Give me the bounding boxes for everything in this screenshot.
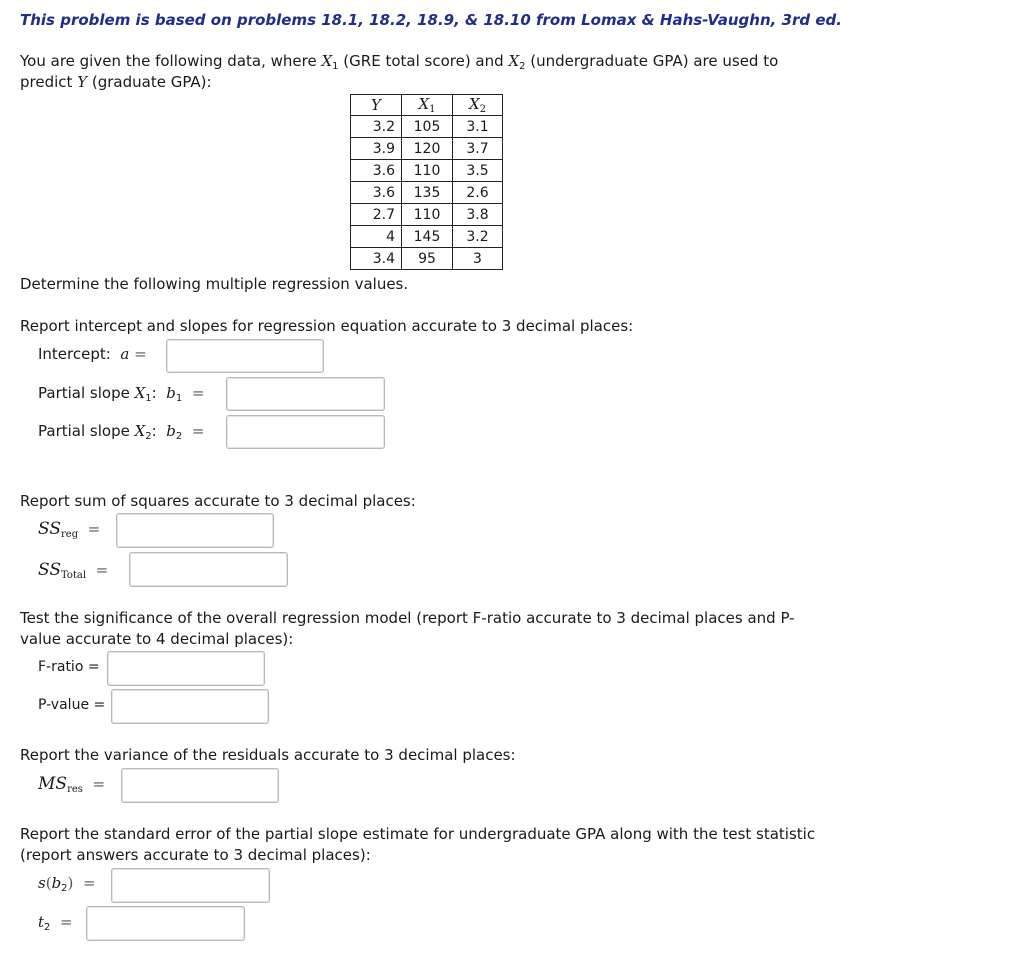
b1-input[interactable] <box>226 377 385 411</box>
ssreg-label: $SS_{reg}$ = <box>38 519 101 540</box>
b2-input[interactable] <box>226 415 385 449</box>
msres-input[interactable] <box>121 768 279 803</box>
table-cell: 3.2 <box>453 226 503 248</box>
p-value-label: P-value = <box>38 697 106 713</box>
var-x1-sub: 1 <box>332 61 339 72</box>
sb2-input[interactable] <box>111 868 270 903</box>
ssreg-input[interactable] <box>116 513 274 548</box>
intro-text: (GRE total score) and <box>338 52 509 70</box>
problem-header: This problem is based on problems 18.1, 18.2, 18.9, & 18.10 from Lomax & Hahs-Vaughn, 3rd ed. <box>20 11 842 29</box>
table-cell: 145 <box>402 226 453 248</box>
sb2-label: $s(b_2)$ = <box>38 874 96 894</box>
msres-label: $MS_{res}$ = <box>38 774 106 795</box>
table-cell: 135 <box>402 182 453 204</box>
var-x2: X <box>508 52 520 70</box>
intro-text: (undergraduate GPA) are used to <box>525 52 779 70</box>
table-cell: 3.6 <box>351 182 402 204</box>
table-cell: 2.7 <box>351 204 402 226</box>
table-cell: 3.1 <box>453 116 503 138</box>
table-cell: 95 <box>402 248 453 270</box>
var-x2-sub: 2 <box>519 61 526 72</box>
data-table <box>350 94 503 270</box>
section5-title-line2: (report answers accurate to 3 decimal places): <box>20 846 371 864</box>
section1-title: Report intercept and slopes for regression equation accurate to 3 decimal places: <box>20 317 634 335</box>
determine-text: Determine the following multiple regression values. <box>20 275 409 293</box>
table-cell: 2.6 <box>453 182 503 204</box>
sstotal-input[interactable] <box>129 552 288 587</box>
intro-line-2 <box>20 72 212 93</box>
table-cell: 3.5 <box>453 160 503 182</box>
table-row <box>351 160 503 182</box>
section4-title: Report the variance of the residuals accurate to 3 decimal places: <box>20 746 516 764</box>
table-cell: 105 <box>402 116 453 138</box>
intercept-input[interactable] <box>166 339 324 373</box>
var-x1: X <box>321 52 333 70</box>
var-y: Y <box>77 73 88 91</box>
b2-label: Partial slope $X_2$: $b_2$ = <box>38 422 205 442</box>
intro-text: You are given the following data, where <box>20 52 322 70</box>
table-cell: 3 <box>453 248 503 270</box>
table-row <box>351 116 503 138</box>
table-cell: 3.6 <box>351 160 402 182</box>
section2-title: Report sum of squares accurate to 3 decimal places: <box>20 492 416 510</box>
sstotal-label: $SS_{Total}$ = <box>38 560 109 581</box>
table-header-x2: $X_2$ <box>453 95 503 116</box>
section3-title-line2: value accurate to 4 decimal places): <box>20 630 294 648</box>
table-cell: 110 <box>402 160 453 182</box>
table-cell: 3.4 <box>351 248 402 270</box>
t2-label: $t_2$ = <box>38 913 73 933</box>
intercept-label: Intercept: a = <box>38 345 147 363</box>
table-header-x1: $X_1$ <box>402 95 453 116</box>
table-row <box>351 248 503 270</box>
section5-title-line1: Report the standard error of the partial slope estimate for undergraduate GPA along with the test statistic <box>20 825 816 843</box>
table-row <box>351 138 503 160</box>
table-cell: 120 <box>402 138 453 160</box>
table-header-row <box>351 95 503 116</box>
intro-text: (graduate GPA): <box>87 73 212 91</box>
table-cell: 3.8 <box>453 204 503 226</box>
var-a: a <box>120 345 130 363</box>
table-row <box>351 182 503 204</box>
table-row <box>351 226 503 248</box>
b1-label: Partial slope $X_1$: $b_1$ = <box>38 384 205 404</box>
table-cell: 4 <box>351 226 402 248</box>
table-cell: 110 <box>402 204 453 226</box>
intro-text: predict <box>20 73 78 91</box>
p-value-input[interactable] <box>111 689 269 724</box>
table-cell: 3.9 <box>351 138 402 160</box>
f-ratio-input[interactable] <box>107 651 265 686</box>
f-ratio-label: F-ratio = <box>38 659 100 675</box>
section3-title-line1: Test the significance of the overall regression model (report F-ratio accurate to 3 decimal places and P- <box>20 609 795 627</box>
table-cell: 3.2 <box>351 116 402 138</box>
table-header-y: Y <box>351 95 402 116</box>
t2-input[interactable] <box>86 906 245 941</box>
table-cell: 3.7 <box>453 138 503 160</box>
table-row <box>351 204 503 226</box>
